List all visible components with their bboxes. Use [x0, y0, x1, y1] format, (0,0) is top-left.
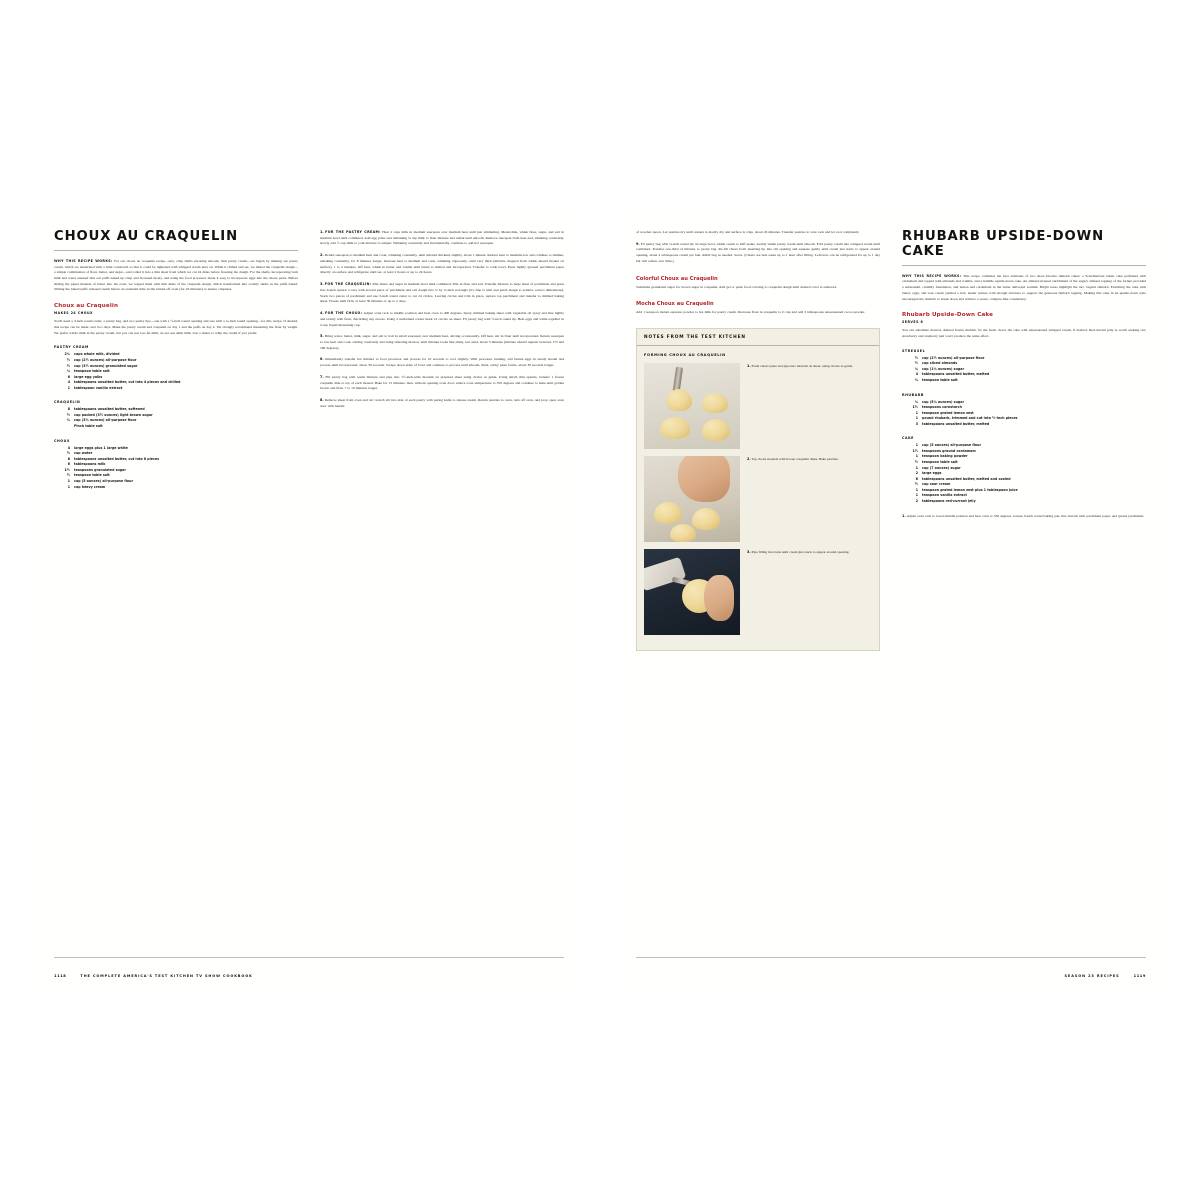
step-lead-in: FOR THE CHOUX:: [324, 311, 363, 316]
ingredient-text: cup heavy cream: [74, 484, 106, 489]
step-text: Remove sheet from oven and cut ⅛-inch slit into side of each pastry with paring knife to release steam. Return pastries to oven, turn off oven, and prop open oven door with handle: [320, 398, 564, 408]
step-number: 9.: [636, 241, 640, 246]
step-lead-in: FOR THE CRAQUELIN:: [324, 282, 372, 287]
ingredient-amount: 1½: [64, 467, 70, 472]
ingredient-item: [54, 424, 298, 430]
column-1: [54, 230, 298, 948]
recipe-step: [320, 357, 564, 368]
step-text: Immediately transfer hot mixture to food processor and process for 10 seconds to cool slightly. With processor running, add beaten eggs in steady stream and process until incorporated, about 30 seconds. Scrape down sides of bowl and continue to process until smooth, thick, sticky paste forms, about 30 seconds longer.: [320, 357, 564, 368]
ingredient-text: cup (5 ounces) all-purpose flour: [74, 478, 134, 483]
step-text: Return saucepan to medium heat and cook, whisking constantly, until mixture thickens slightly, about 1 minute. Reduce heat to medium-low and continue to simmer, whisking constantly, for 8 minutes longer. Increase heat to medium and cook, whisking vigorously, until very thick (mixture dropped from whisk should mound on surface), 1 to 2 minutes. Off heat, whisk in butter and vanilla until butter is melted and incorporated. Transfer to wide bowl. Press lightly greased parchment paper directly on surface and refrigerate until set, at least 2 hours or up to 24 hours.: [320, 253, 565, 275]
ingredient-amount: ⅛: [914, 377, 918, 382]
step-number: 6.: [320, 357, 324, 362]
title-divider: [54, 250, 298, 251]
ingredient-text: cup (5¼ ounces) sugar: [922, 399, 965, 404]
ingredient-amount: ½: [914, 460, 918, 465]
ingredient-text: tablespoon vanilla extract: [74, 385, 123, 390]
how-to-step-number: 1.: [747, 364, 751, 369]
step-number: 7.: [320, 374, 324, 379]
recipe-step: [320, 230, 564, 247]
ingredient-text: large eggs: [922, 471, 942, 476]
ingredient-text: teaspoon table salt: [922, 377, 958, 382]
ingredient-text: teaspoon grated lemon zest: [922, 410, 974, 415]
step-number: 1.: [902, 513, 906, 518]
ingredient-list-pastry-cream: [54, 352, 298, 391]
ingredient-text: tablespoons unsalted butter, melted: [922, 372, 990, 377]
ingredient-text: cup (3¾ ounces) all-purpose flour: [74, 418, 137, 423]
ingredient-amount: 4: [67, 380, 70, 385]
ingredient-list-craquelin: [54, 407, 298, 429]
ingredient-amount: 1½: [912, 405, 918, 410]
why-this-recipe-works-label: WHY THIS RECIPE WORKS:: [54, 258, 113, 263]
continued-text: of wooden spoon. Let pastries dry until centers is mostly dry and surface is crisp, about 45 minutes. Transfer pastries to wire rack and let cool completely.: [636, 230, 860, 234]
ingredient-text: teaspoon vanilla extract: [922, 493, 967, 498]
step-number: 4.: [320, 311, 324, 316]
ingredient-amount: 8: [67, 407, 70, 412]
ingredient-text: tablespoons unsalted butter, melted: [922, 421, 990, 426]
ingredient-list-rhubarb: [902, 400, 1146, 428]
how-to-caption-text: Pipe filling into buns until cream just starts to appear around opening.: [751, 550, 850, 555]
ingredient-text: cups whole milk, divided: [74, 352, 120, 357]
how-to-step-number: 2.: [747, 457, 751, 462]
sub-recipe-title: Choux au Craquelin: [54, 303, 119, 310]
ingredient-list-cake: [902, 443, 1146, 504]
column-2: [320, 230, 564, 948]
ingredient-text: tablespoons unsalted butter, softened: [74, 407, 145, 412]
why-this-recipe-works-text-right: This recipe combines the best attributes of two show-favorite rhubarb cakes: a Scandinavian butter cake perfumed with cardamom and topped with almonds and crumbs, and a humble upside-down cake. An almond-streusel enrichment of the sugary almond topping of the former provided a substantial, crumbly foundation, and lemon and cardamom in the batter delivered warmth. Bright notes highlight the tart, vegetal rhubarb. Enriching the cake with butter, eggs, and sour cream yielded a rich, tender texture with enough structure to support the generous rhubarb topping. Making this cake in an upside-down style encouraged the rhubarb to break down and achieve a sweet, compote-like consistency.: [902, 273, 1146, 301]
ingredient-amount: 4: [915, 372, 918, 377]
recipe-yield-right: SERVES 8: [902, 320, 924, 325]
ingredient-amount: ½: [914, 355, 918, 360]
how-to-caption-3: [747, 549, 872, 635]
notes-box-header: NOTES FROM THE TEST KITCHEN: [637, 329, 879, 346]
recipe-step-right: [902, 514, 1146, 520]
ingredient-text: tablespoons unsalted butter, cut into 8 pieces: [74, 456, 160, 461]
ingredient-amount: ½: [914, 361, 918, 366]
ingredient-text: cup sour cream: [922, 482, 951, 487]
why-this-recipe-works-label-right: WHY THIS RECIPE WORKS:: [902, 273, 962, 278]
running-head-right: SEASON 23 RECIPES: [1064, 974, 1120, 978]
ingredient-amount: 1: [67, 385, 70, 390]
how-to-step-number: 3.: [747, 550, 751, 555]
step-text: Mix butter and sugar in medium bowl until combined. Mix in flour and salt. Transfer mixture to large sheet of parchment and press into 6-inch square. Cover with second piece of parchment and roll dough into ⅛ by ⅛-inch rectangle (it's fine to trim and patch dough to achieve correct dimensions). Stack two pieces of parchment and use 3-inch round cutter to cut 24 circles. Leaving circles and trim in place, replace top parchment and transfer to rimmed baking sheet. Freeze until firm, at least 30 minutes or up to 2 days.: [320, 282, 565, 304]
ingredient-amount: 1½: [912, 448, 918, 453]
ingredient-amount: ¼: [66, 369, 70, 374]
how-to-caption-1: [747, 363, 872, 449]
ingredient-text: teaspoons granulated sugar: [74, 467, 127, 472]
ingredient-text: cup water: [74, 451, 93, 456]
right-page: [618, 208, 1164, 992]
ingredient-text: cup sliced almonds: [922, 361, 958, 366]
component-heading-choux: CHOUX: [54, 438, 70, 443]
ingredient-amount: 1: [915, 410, 918, 415]
ingredient-amount: 4: [67, 445, 70, 450]
how-to-caption-text: Top choux mounds with frozen craquelin disks. Bake pastries.: [751, 457, 839, 462]
notes-box-body: [637, 346, 879, 650]
ingredient-amount: 1: [915, 454, 918, 459]
ingredient-amount: 6: [67, 374, 70, 379]
ingredient-text: tablespoons unsalted butter, melted and cooled: [922, 476, 1011, 481]
component-heading-craquelin: CRAQUELIN: [54, 400, 81, 405]
column-4: [902, 230, 1146, 948]
component-heading-pastry-cream: PASTRY CREAM: [54, 345, 89, 350]
component-heading-cake: CAKE: [902, 436, 914, 441]
step-lead-in: FOR THE PASTRY CREAM:: [325, 230, 381, 234]
ingredient-text: teaspoon table salt: [922, 460, 958, 465]
recipe-step: [636, 242, 880, 265]
ingredient-amount: 1: [67, 484, 70, 489]
how-to-caption-text: Fresh choux paste and pipe into mounds on sheet, using circles as guide.: [751, 364, 854, 369]
page-number-left: 1118: [54, 974, 67, 978]
step-text: Adjust oven rack to lower-middle position and heat oven to 350 degrees. Grease 9-inch round baking pan, line bottom with parchment paper, and grease parchment.: [906, 513, 1145, 518]
step-number: 3.: [320, 282, 324, 287]
ingredient-text: cup (7 ounces) sugar: [922, 465, 961, 470]
ingredient-text: cup (2½ ounces) all-purpose flour: [922, 355, 985, 360]
recipe-step: [320, 282, 564, 305]
title-divider-right: [902, 265, 1146, 266]
ingredient-amount: 1: [915, 465, 918, 470]
left-page-columns: [54, 230, 564, 948]
ingredient-text: Pinch table salt: [74, 424, 103, 429]
how-to-step-3: [644, 549, 872, 635]
variation-title-colorful: Colorful Choux au Craquelin: [636, 275, 718, 282]
ingredient-amount: 8: [67, 456, 70, 461]
running-head-left: THE COMPLETE AMERICA'S TEST KITCHEN TV SHOW COOKBOOK: [80, 974, 253, 978]
ingredient-item: [902, 422, 1146, 428]
ingredient-item: [902, 378, 1146, 384]
recipe-yield: MAKES 24 CHOUX: [54, 311, 93, 316]
footer-divider-right: [636, 957, 1146, 958]
how-to-caption-2: [747, 456, 872, 542]
ingredient-amount: ¾: [914, 399, 918, 404]
ingredient-text: cup (1¾ ounces) sugar: [922, 366, 965, 371]
page-title-right: RHUBARB UPSIDE-DOWN CAKE: [902, 229, 1105, 259]
ingredient-amount: ¾: [66, 418, 70, 423]
page-number-right: 1119: [1133, 974, 1146, 978]
step-number: 8.: [320, 398, 324, 403]
step-text: Heat 2 cups milk in medium saucepan over medium heat until just simmering. Meanwhile, whisk flour, sugar, and salt in medium bowl until combined. Add egg yolks and remaining ¼ cup milk to flour mixture and whisk until smooth. Remove saucepan from heat and, whisking constantly, slowly add ½ cup milk to yolk mixture to temper. Whisking constantly and incrementally, continue to add hot saucepan.: [320, 230, 564, 246]
ingredient-text: pound rhubarb, trimmed and cut into ½-inch pieces: [922, 416, 1018, 421]
ingredient-text: cup (5 ounces) all-purpose flour: [922, 443, 982, 448]
ingredient-amount: ½: [66, 451, 70, 456]
ingredient-text: teaspoon table salt: [74, 473, 110, 478]
ingredient-amount: ¼: [914, 366, 918, 371]
notes-from-test-kitchen-box: [636, 328, 880, 651]
recipe-step: [320, 334, 564, 351]
right-page-columns: [636, 230, 1146, 948]
ingredient-amount: ½: [66, 412, 70, 417]
ingredient-amount: 2: [915, 498, 918, 503]
ingredient-amount: ½: [914, 482, 918, 487]
ingredient-text: teaspoons ground cardamom: [922, 448, 976, 453]
step-text: Fill pastry bag with warm mixture and pipe into 1½-inch-wide mounds on prepared sheet using circles as guide. Using small, thin spatula, transfer 1 frozen craquelin disk to top of each mound. Bake for 15 minutes, then, without opening oven door, reduce oven temperature to 350 degrees and continue to bake until golden brown and firm, 7 to 10 minutes longer.: [320, 374, 564, 391]
ingredient-text: teaspoon table salt: [74, 369, 110, 374]
recipe-headnote-right: You can substitute thawed, drained frozen rhubarb for the fresh. Serve the cake with unsweetened whipped cream, if desired. Red-currant jelly is worth seeking out; strawberry and raspberry jam won't produce the same effect.: [902, 328, 1146, 338]
step-number: 5.: [320, 334, 324, 339]
variation-text-mocha: Add 1 teaspoon instant espresso powder to hot milk for pastry cream. Decrease flour in craquelin to ⅔ cup and add 3 tablespoons unsweetened cocoa powder.: [636, 310, 865, 315]
ingredient-item: [54, 386, 298, 392]
ingredient-amount: ½: [66, 473, 70, 478]
recipe-step: [320, 375, 564, 392]
ingredient-amount: ½: [66, 357, 70, 362]
ingredient-text: tablespoons red-currant jelly: [922, 498, 976, 503]
ingredient-text: teaspoon grated lemon zest plus 1 tablespoon juice: [922, 487, 1018, 492]
ingredient-text: large egg yolks: [74, 374, 103, 379]
ingredient-amount: [54, 424, 74, 430]
ingredient-text: cup packed (3½ ounces) light brown sugar: [74, 412, 153, 417]
ingredient-item: [54, 485, 298, 491]
variation-title-mocha: Mocha Choux au Craquelin: [636, 301, 714, 308]
ingredient-item: [902, 499, 1146, 505]
step-number: 2.: [320, 253, 324, 258]
ingredient-amount: 1: [915, 493, 918, 498]
step-text: Adjust oven rack to middle position and heat oven to 400 degrees. Spray rimmed baking sheet with vegetable oil spray and line lightly and evenly with flour, discarding any excess. Using 2 uniformed corner mark 12 circles on sheet. Fit pastry bag with ½-inch round tip. Beat eggs and white together in 2-cup liquid measuring cup.: [320, 311, 564, 327]
ingredient-text: teaspoon baking powder: [922, 454, 968, 459]
ingredient-text: tablespoons unsalted butter, cut into 4 pieces and chilled: [74, 380, 181, 385]
ingredient-text: cup (2½ ounces) all-purpose flour: [74, 357, 137, 362]
how-to-step-2: [644, 456, 872, 542]
variation-text-colorful: Substitute granulated sugar for brown sugar in craquelin. Add gel or paste food coloring to craquelin dough until desired color is achieved.: [636, 284, 837, 289]
why-this-recipe-works-text: For our choux au craquelin recipe—airy, crisp shells encasing smooth, lush pastry cream—we began by making our pastry cream, which we tenderized with a little cornstarch so that it could be lightened with whipped cream later on. While it chilled and set, we mixed the craquelin dough—a simple combination of flour, butter, and sugar—and rolled it into a thin sheet from which we cut 24 disks before freezing the dough. For the shells, incorporating both milk and water ensured that our puffs baked up crisp and browned nicely, and using the food processor made it easy to incorporate eggs into the choux paste. Before sliding the piped mounds of batter into the oven, we topped them with thin disks of the craquelin dough, which transformed into crackly shells as the puffs baked. Slitting the baked puffs released steam before an extended time in the turned-off oven (for 45 minutes) to ensure crispness.: [54, 258, 298, 292]
ingredient-amount: 3: [915, 421, 918, 426]
component-heading-rhubarb: RHUBARB: [902, 392, 924, 397]
ingredient-amount: 1: [67, 478, 70, 483]
recipe-step: [320, 398, 564, 409]
column-3: [636, 230, 880, 948]
why-this-recipe-works-paragraph-right: [902, 274, 1146, 303]
ingredient-text: cup (3½ ounces) granulated sugar: [74, 363, 138, 368]
ingredient-amount: 1: [915, 443, 918, 448]
ingredient-amount: 6: [67, 462, 70, 467]
page-title: CHOUX AU CRAQUELIN: [54, 229, 239, 244]
photo-topping-with-craquelin-disks: [644, 456, 740, 542]
component-heading-streusel: STREUSEL: [902, 348, 926, 353]
recipe-step: [320, 311, 564, 328]
ingredient-text: teaspoons cornstarch: [922, 405, 962, 410]
sub-recipe-title-right: Rhubarb Upside-Down Cake: [902, 312, 994, 319]
photo-piping-choux-mounds: [644, 363, 740, 449]
photo-piping-filling-into-puff: [644, 549, 740, 635]
ingredient-list-streusel: [902, 356, 1146, 384]
left-page: [36, 208, 582, 992]
footer-right: [636, 974, 1146, 978]
recipe-headnote: You'll need a 3-inch round cutter, a pastry bag, and two pastry tips—one with a ½-inch round opening and one with a ¼-inch round opening—for this recipe. If desired, this recipe can be made over two days. Make the pastry cream and craquelin on day 1 and the puffs on day 2. We strongly recommend measuring the flour by weight. We prefer whole milk in the pastry cream, but you can use low-fat milk; do not use skim milk. Use a mixer to whip the cream if you prefer.: [54, 319, 298, 335]
footer-left: [54, 974, 564, 978]
notes-box-subhead: FORMING CHOUX AU CRAQUELIN: [644, 353, 726, 358]
why-this-recipe-works-paragraph: [54, 259, 298, 293]
step-text: Bring water, butter, milk, sugar, and salt to boil in small saucepan over medium heat, stirring occasionally. Off heat, stir in flour until incorporated. Return saucepan to low heat and cook, stirring constantly and using smearing motion, until mixture looks like shiny, wet sand, about 3 minutes (mixture should register between 175 and 180 degrees).: [320, 334, 564, 350]
footer-divider-left: [54, 957, 564, 958]
step-number: 1.: [320, 230, 324, 234]
ingredient-text: large eggs plus 1 large white: [74, 445, 128, 450]
ingredient-amount: 2: [915, 471, 918, 476]
ingredient-text: tablespoons milk: [74, 462, 106, 467]
ingredient-amount: 2¼: [64, 352, 70, 357]
ingredient-list-choux: [54, 446, 298, 491]
recipe-step: [320, 253, 564, 276]
ingredient-amount: 8: [915, 476, 918, 481]
how-to-step-1: [644, 363, 872, 449]
step-text: Fit pastry bag with ¼-inch round tip. In large bowl, whisk cream to stiff peaks. Gently whisk pastry cream until smooth. Fold pastry cream into whipped cream until combined. Transfer one-third of mixture to pastry bag. Re-fill choux from inserting tip into slit opening and squeeze gently until cream just starts to appear around opening, about 2 tablespoons cream per bun. Refill bag as needed. Serve. (Choux are best eaten up to 1 hour after filling. Leftovers can be refrigerated for up to 1 day but will soften over time.): [636, 241, 880, 263]
ingredient-amount: 1: [915, 487, 918, 492]
ingredient-amount: 1: [915, 416, 918, 421]
ingredient-amount: ½: [66, 363, 70, 368]
